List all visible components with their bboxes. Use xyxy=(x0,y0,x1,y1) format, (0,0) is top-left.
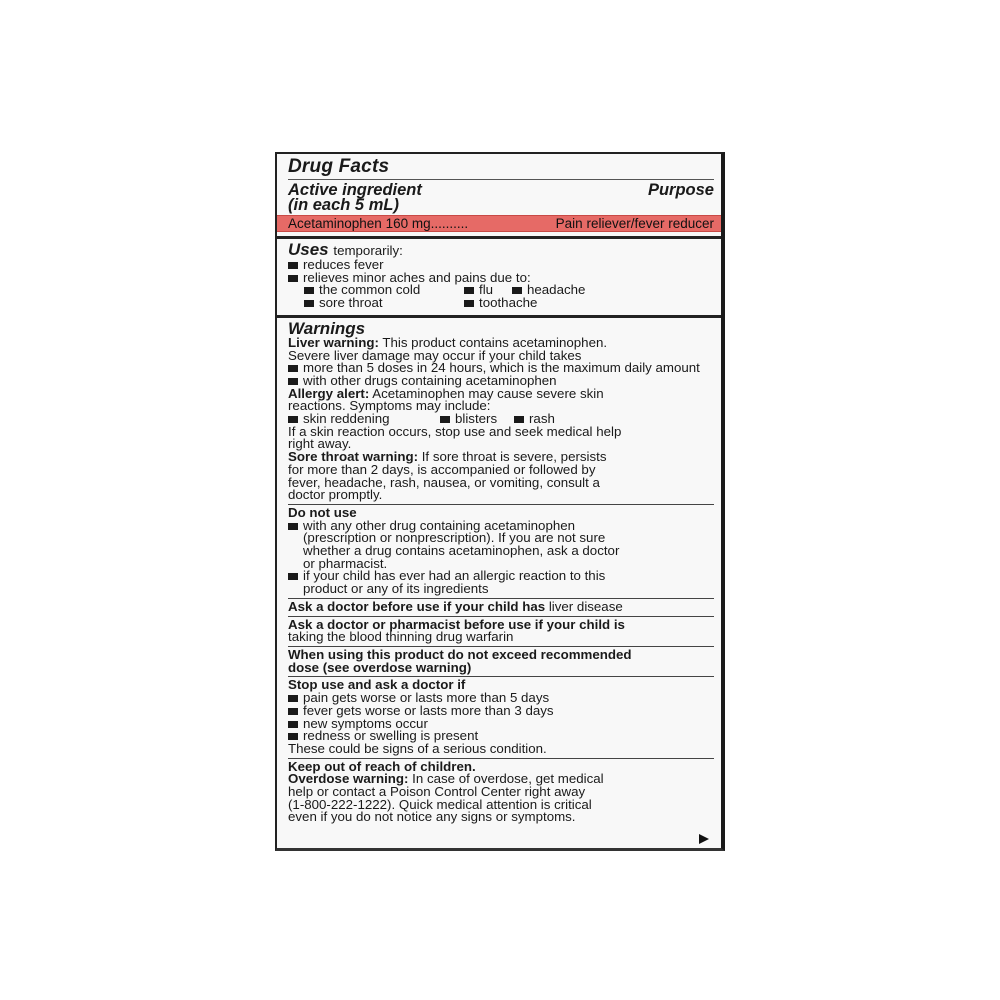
overdose-warning-label: Overdose warning: xyxy=(288,771,409,787)
when-using-section: When using this product do not exceed recommended dose (see overdose warning) xyxy=(288,646,632,675)
bullet-square-icon xyxy=(288,378,298,385)
continue-arrow-icon xyxy=(699,834,709,844)
active-ingredient-heading: Active ingredient xyxy=(288,181,422,199)
uses-sub-items-row1: the common cold flu headache xyxy=(288,284,714,297)
bullet-square-icon xyxy=(464,287,474,294)
bullet-square-icon xyxy=(464,300,474,307)
active-ingredient-row xyxy=(277,215,721,232)
bullet-square-icon xyxy=(304,300,314,307)
liver-warning-label: Liver warning: xyxy=(288,334,379,350)
ask-pharmacist-heading: Ask a doctor or pharmacist before use if your child is xyxy=(288,616,625,632)
keep-out-heading: Keep out of reach of children. xyxy=(288,758,476,774)
active-ingredient-subheading: (in each 5 mL) xyxy=(288,196,399,214)
drug-facts-label xyxy=(275,152,725,851)
drug-facts-title: Drug Facts xyxy=(288,156,390,177)
liver-warning-item: with other drugs containing acetaminophen xyxy=(288,375,714,388)
ask-doctor-section: Ask a doctor before use if your child has liver disease xyxy=(288,598,623,614)
bullet-square-icon xyxy=(514,416,524,423)
warnings-heading: Warnings xyxy=(288,318,366,338)
ingredient-purpose: Pain reliever/fever reducer xyxy=(555,216,714,231)
sore-throat-warning-label: Sore throat warning: xyxy=(288,449,419,465)
stop-use-section: Stop use and ask a doctor if pain gets worse or lasts more than 5 days fever gets worse or lasts more than 3 days new symptoms occur redness or swelling is present These could be signs of a serious condition. xyxy=(288,679,714,755)
active-ingredient-header xyxy=(288,180,714,213)
uses-intro: temporarily: xyxy=(333,243,403,258)
bullet-square-icon xyxy=(288,695,298,702)
uses-sub-items-row2: sore throat toothache xyxy=(288,297,714,310)
uses-section xyxy=(288,239,714,310)
do-not-use-section: Do not use with any other drug containing acetaminophen (prescription or nonprescription). If you are not sure whether a drug contains acetaminophen, ask a doctor or pharmacist. if your child has ever had an allergic reaction to this product or any of its ingredients xyxy=(288,507,714,596)
bullet-square-icon xyxy=(288,721,298,728)
allergy-symptoms: skin reddening blisters rash xyxy=(288,413,714,426)
liver-warning-item: more than 5 doses in 24 hours, which is the maximum daily amount xyxy=(288,362,714,375)
bullet-square-icon xyxy=(288,416,298,423)
bullet-square-icon xyxy=(288,365,298,372)
uses-heading: Uses xyxy=(288,240,329,259)
bullet-square-icon xyxy=(512,287,522,294)
bullet-square-icon xyxy=(304,287,314,294)
purpose-heading: Purpose xyxy=(647,181,714,199)
uses-item: reduces fever xyxy=(288,259,714,272)
bullet-square-icon xyxy=(288,573,298,580)
uses-item: relieves minor aches and pains due to: xyxy=(288,272,714,285)
bullet-square-icon xyxy=(288,262,298,269)
allergy-alert-label: Allergy alert: xyxy=(288,385,370,401)
bullet-square-icon xyxy=(288,733,298,740)
bullet-square-icon xyxy=(288,523,298,530)
stop-use-heading: Stop use and ask a doctor if xyxy=(288,677,466,693)
bullet-square-icon xyxy=(288,708,298,715)
warnings-section: Warnings Liver warning: This product contains acetaminophen. Severe liver damage may occur if your child takes more than 5 doses in 24 hours, which is the maximum daily amount with other drugs containing acetaminophen Allergy alert: Acetaminophen may cause severe skin reactions. Symptoms may include: skin reddening blisters rash If a skin reaction occurs, stop use and seek medical help right away. Sore throat warning: If sore throat is severe, persists for more than 2 days, is accompanied or followed by fever, headache, rash, nausea, or vomiting, consult a doctor promptly. xyxy=(288,318,714,502)
keep-out-section: Keep out of reach of children. Overdose warning: In case of overdose, get medical help or contact a Poison Control Center right away (1-800-222-1222). Quick medical attention is critical even if you do not notice any signs or symptoms. xyxy=(288,761,714,825)
bullet-square-icon xyxy=(440,416,450,423)
ingredient-name: Acetaminophen 160 mg.......... xyxy=(288,216,469,231)
ask-pharmacist-section: Ask a doctor or pharmacist before use if your child is taking the blood thinning drug warfarin xyxy=(288,619,714,644)
ask-doctor-heading: Ask a doctor before use if your child has xyxy=(288,598,546,614)
bullet-square-icon xyxy=(288,275,298,282)
do-not-use-heading: Do not use xyxy=(288,504,357,520)
